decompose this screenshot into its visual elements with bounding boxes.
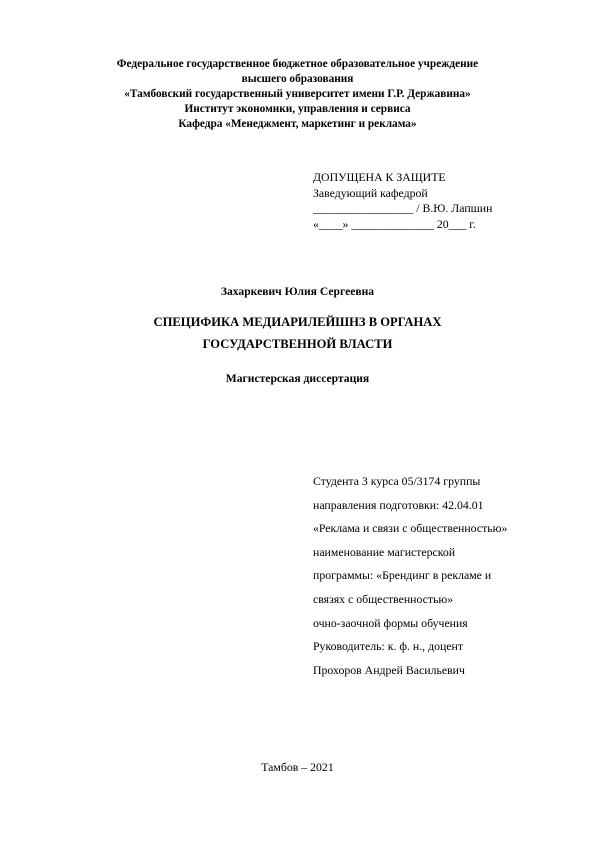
header-line-university: «Тамбовский государственный университет имени Г.Р. Державина» (124, 88, 471, 100)
student-info-line: направления подготовки: 42.04.01 (313, 497, 484, 512)
approval-heading: ДОПУЩЕНА К ЗАЩИТЕ (313, 170, 446, 184)
thesis-title (0, 311, 595, 355)
institution-header (40, 57, 555, 132)
supervisor-line: Руководитель: к. ф. н., доцент (313, 639, 463, 654)
student-info-line: программы: «Брендинг в рекламе и (313, 568, 492, 583)
header-line-education-level: высшего образования (241, 73, 354, 85)
header-line-institute: Институт экономики, управления и сервиса (184, 103, 411, 115)
student-info-block (313, 470, 507, 682)
thesis-title-line-2: ГОСУДАРСТВЕННОЙ ВЛАСТИ (202, 337, 393, 351)
header-line-ministry: Федеральное государственное бюджетное образовательное учреждение (116, 58, 479, 70)
student-info-line: связях с общественностью» (313, 591, 454, 606)
header-line-department: Кафедра «Менеджмент, маркетинг и реклама» (178, 118, 417, 130)
approval-head-title: Заведующий кафедрой (313, 185, 428, 200)
author-name: Захаркевич Юлия Сергеевна (220, 285, 375, 298)
student-info-line: очно-заочной формы обучения (313, 615, 468, 630)
approval-signature-line: _________________ / В.Ю. Лапшин (313, 201, 493, 215)
thesis-title-line-1: СПЕЦИФИКА МЕДИАРИЛЕЙШНЗ В ОРГАНАХ (153, 315, 442, 329)
approval-date-line: «____» ______________ 20___ г. (313, 216, 476, 231)
supervisor-name: Прохоров Андрей Васильевич (313, 662, 465, 677)
city-year: Тамбов – 2021 (261, 760, 334, 774)
student-info-line: «Реклама и связи с общественностью» (313, 521, 508, 536)
student-info-line: Студента 3 курса 05/3174 группы (313, 474, 481, 488)
approval-block (313, 170, 492, 232)
work-type: Магистерская диссертация (225, 372, 370, 385)
student-info-line: наименование магистерской (313, 544, 456, 559)
